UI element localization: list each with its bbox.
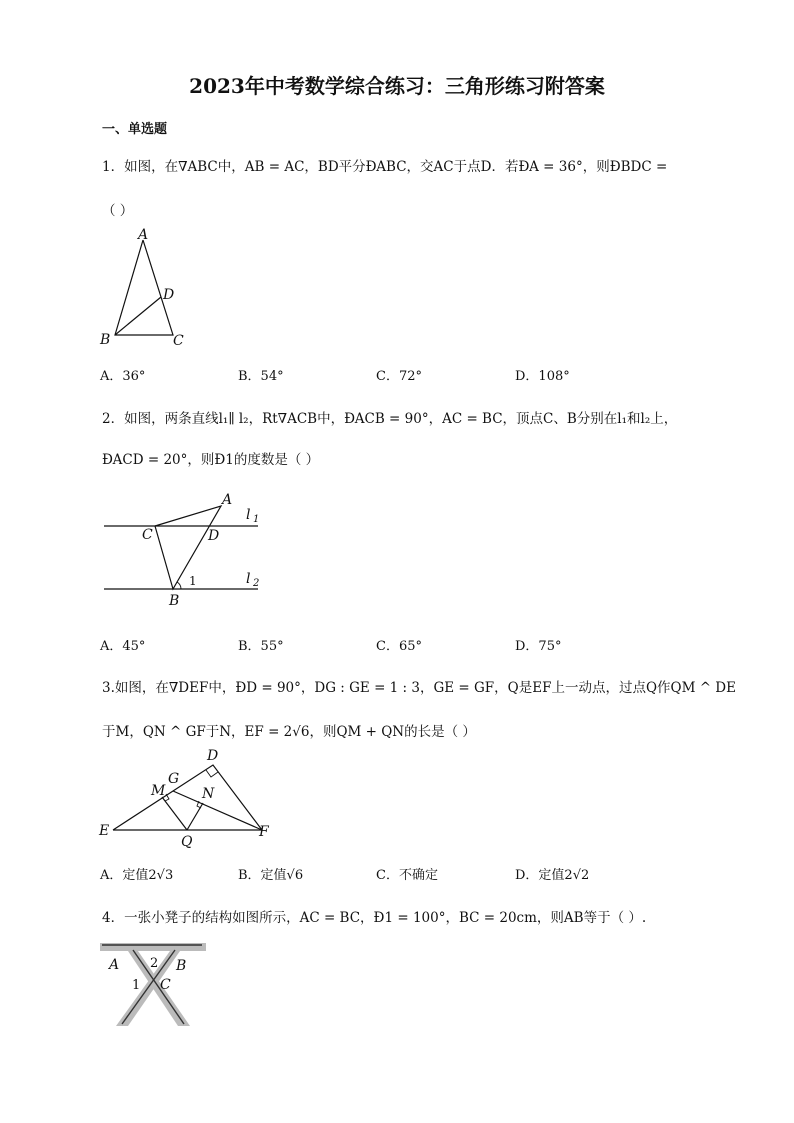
q3-label-q: Q — [181, 834, 193, 850]
q3-option-a[interactable]: A．定值2√3 — [100, 868, 174, 883]
question-2-stem-2: ÐACD = 20°，则Ð1的度数是（ ） — [102, 452, 320, 468]
q2-option-c[interactable]: C．65° — [376, 639, 422, 654]
q2-label-b: B — [169, 593, 180, 608]
q3-label-d: D — [207, 748, 219, 764]
q1-option-c[interactable]: C．72° — [376, 369, 422, 384]
q3-label-e: E — [99, 823, 110, 839]
question-3-stem: 3.如图，在∇DEF中，ÐD = 90°，DG : GE = 1 : 3，GE = GF，Q是EF上一动点，过点Q作QM ^ DE — [102, 680, 736, 696]
question-3-stem-2: 于M，QN ^ GF于N，EF = 2√6，则QM + QN的长是（ ） — [102, 724, 476, 740]
question-2-stem: 2．如图，两条直线l₁∥ l₂，Rt∇ACB中，ÐACB = 90°，AC = BC，顶点C、B分别在l₁和l₂上， — [102, 411, 678, 427]
q2-label-d: D — [208, 528, 220, 544]
q3-option-d[interactable]: D．定值2√2 — [515, 868, 590, 883]
q1-label-d: D — [163, 287, 175, 303]
q3-label-m: M — [151, 783, 166, 799]
q1-option-a[interactable]: A．36° — [100, 369, 146, 384]
q2-label-a: A — [222, 492, 233, 508]
q3-label-n: N — [202, 786, 215, 802]
q1-label-b: B — [100, 332, 111, 348]
q4-label-a: A — [109, 957, 120, 973]
question-1-blank: （ ） — [102, 203, 134, 219]
q2-option-d[interactable]: D．75° — [515, 639, 562, 654]
question-4-figure — [98, 938, 218, 1037]
q4-label-2: 2 — [150, 956, 159, 971]
q3-label-f: F — [259, 824, 269, 840]
q1-option-b[interactable]: B．54° — [238, 369, 284, 384]
q2-option-b[interactable]: B．55° — [238, 639, 284, 654]
q3-option-b[interactable]: B．定值√6 — [238, 868, 304, 883]
page-title: 2023年中考数学综合练习：三角形练习附答案 — [189, 74, 605, 98]
q4-label-c: C — [160, 977, 171, 993]
question-3-figure — [95, 745, 285, 854]
q3-label-g: G — [168, 771, 180, 787]
q1-label-a: A — [138, 227, 149, 243]
q2-label-c: C — [142, 527, 153, 543]
q1-label-c: C — [173, 333, 184, 349]
q2-option-a[interactable]: A．45° — [100, 639, 146, 654]
q2-label-l2: l — [246, 571, 251, 587]
question-4-stem: 4．一张小凳子的结构如图所示，AC = BC，Ð1 = 100°，BC = 20cm，则AB等于（ ）. — [102, 910, 647, 926]
question-2-figure — [100, 488, 270, 612]
question-1-stem: 1．如图，在∇ABC中，AB = AC，BD平分ÐABC，交AC于点D．若ÐA = 36°，则ÐBDC = — [102, 159, 668, 175]
q4-label-b: B — [176, 958, 187, 974]
q2-label-l2-sub: 2 — [253, 578, 260, 589]
q2-label-1: 1 — [189, 574, 197, 588]
section-heading: 一、单选题 — [102, 122, 168, 137]
q2-label-l1-sub: 1 — [253, 514, 260, 525]
q4-label-1: 1 — [132, 978, 141, 993]
q1-option-d[interactable]: D．108° — [515, 369, 570, 384]
q3-option-c[interactable]: C．不确定 — [376, 868, 438, 883]
q2-label-l1: l — [246, 507, 251, 523]
question-1-figure — [95, 225, 205, 359]
